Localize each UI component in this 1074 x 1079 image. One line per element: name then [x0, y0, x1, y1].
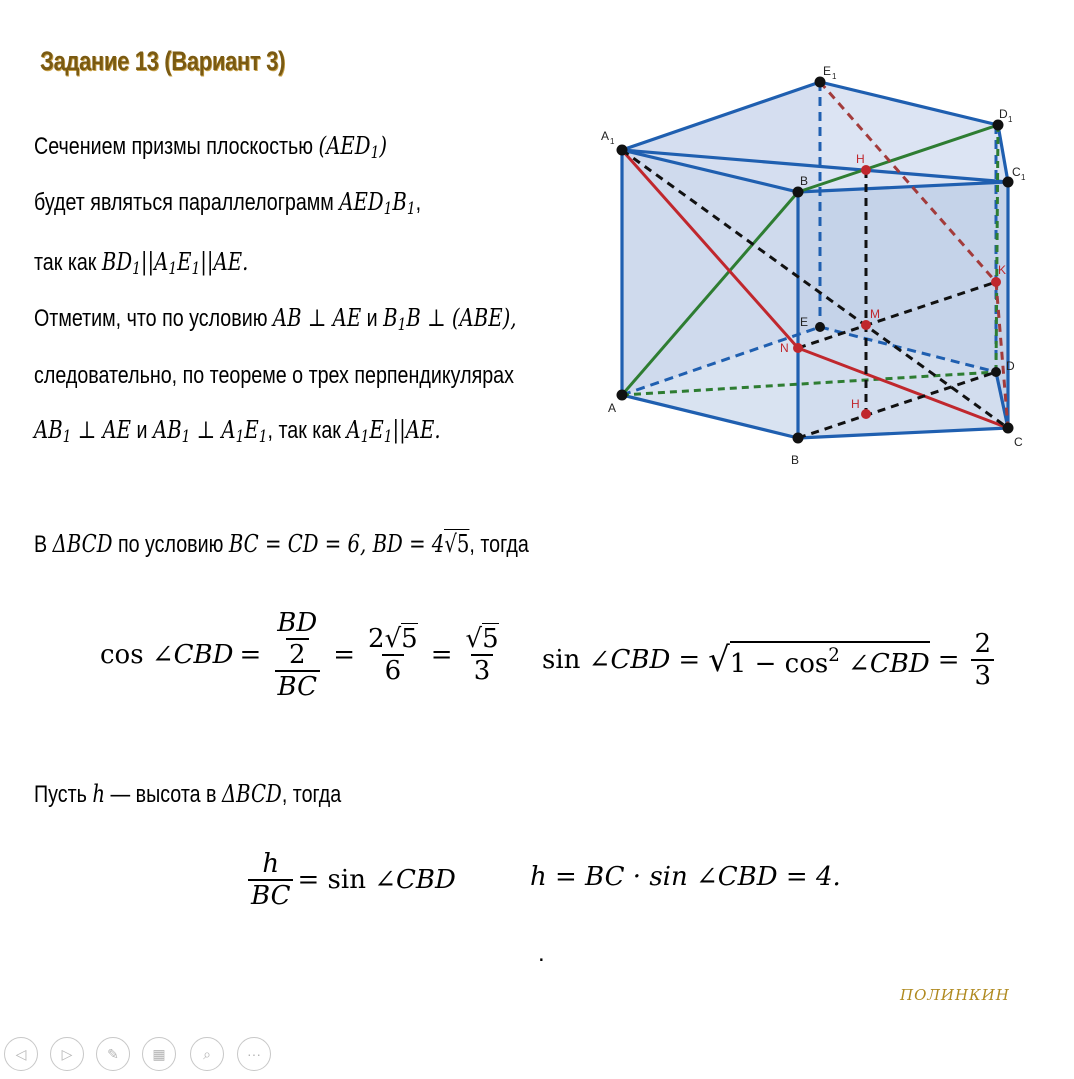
text-line-3: так как $BD_1||A_1E_1||AE$.: [34, 248, 249, 279]
pen-icon: ✎: [107, 1045, 119, 1062]
label-d1: D: [999, 107, 1008, 121]
zoom-button[interactable]: [190, 1037, 224, 1071]
fraction-bd2-bc: $\frac{\frac{BD}{2}}{BC}$: [271, 608, 323, 702]
prev-slide-button[interactable]: [4, 1037, 38, 1071]
sin-equation: sin ∠ CBD = √ $1 - \cos^2$ ∠CBD = $\frac{2}{3}$: [542, 610, 998, 710]
stray-dot: .: [538, 940, 545, 967]
more-icon: ···: [247, 1046, 261, 1062]
svg-text:1: 1: [1021, 173, 1026, 182]
label-k: K: [998, 263, 1007, 277]
more-button[interactable]: [237, 1037, 271, 1071]
svg-text:1: 1: [832, 72, 837, 81]
text-line-2: будет являться параллелограмм $AED_1B_1$,: [34, 188, 422, 219]
fraction-sqrt5-3: $\frac{√5}{3}$: [465, 624, 499, 686]
cos-equation: cos ∠ CBD = $\frac{\frac{BD}{2}}{BC}$ = $\frac{2√5}{6}$ = $\frac{√5}{3}$: [100, 600, 506, 710]
fraction-2-3: $\frac{2}{3}$: [971, 629, 994, 691]
pen-button[interactable]: [96, 1037, 130, 1071]
zoom-icon: ⌕: [203, 1045, 211, 1062]
label-d: D: [1006, 359, 1015, 373]
page-title: Задание 13 (Вариант 3): [40, 46, 285, 76]
text-line-1: Сечением призмы плоскостью $(AED_1)$: [34, 132, 388, 163]
svg-text:1: 1: [1008, 115, 1013, 124]
svg-text:1: 1: [610, 137, 615, 146]
label-n: N: [780, 341, 789, 355]
height-result: h = BC · sin ∠CBD = 4.: [530, 862, 841, 892]
text-line-6: $AB_1$ ⊥ AE и $AB_1$ ⊥ $A_1E_1$, так как $A_1E_1||AE$.: [34, 416, 441, 447]
prism-figure: [596, 60, 1046, 470]
label-a: A: [608, 401, 617, 415]
slides-button[interactable]: [142, 1037, 176, 1071]
label-b-top: B: [800, 174, 809, 188]
fraction-h-bc: $\frac{h}{BC}$: [248, 849, 293, 911]
height-equation: $\frac{h}{BC}$ = sin ∠ CBD: [244, 840, 456, 920]
text-line-7: В ΔBCD по условию BC = CD = 6, BD = 4√5, тогда: [34, 530, 529, 558]
label-e: E: [800, 315, 809, 329]
label-c1: C: [1012, 165, 1021, 179]
label-b: B: [791, 453, 800, 467]
text-line-8: Пусть h — высота в ΔBCD, тогда: [34, 780, 342, 808]
next-slide-button[interactable]: [50, 1037, 84, 1071]
text-line-4: Отметим, что по условию AB ⊥ AE и $B_1B$ ⊥ (ABE),: [34, 304, 517, 335]
label-h: H: [851, 397, 860, 411]
slides-icon: ▦: [152, 1045, 166, 1062]
label-h1: H: [856, 152, 865, 166]
prev-icon: ◁: [15, 1045, 27, 1062]
label-m: M: [870, 307, 880, 321]
author-logo: ПОЛИНКИН: [900, 986, 1010, 1004]
fraction-2sqrt5-6: $\frac{2√5}{6}$: [368, 624, 418, 686]
text-line-5: следовательно, по теореме о трех перпендикулярах: [34, 362, 514, 389]
next-icon: ▷: [61, 1045, 73, 1062]
label-e1: E: [823, 64, 832, 78]
label-c: C: [1014, 435, 1023, 449]
label-a1: A: [601, 129, 610, 143]
